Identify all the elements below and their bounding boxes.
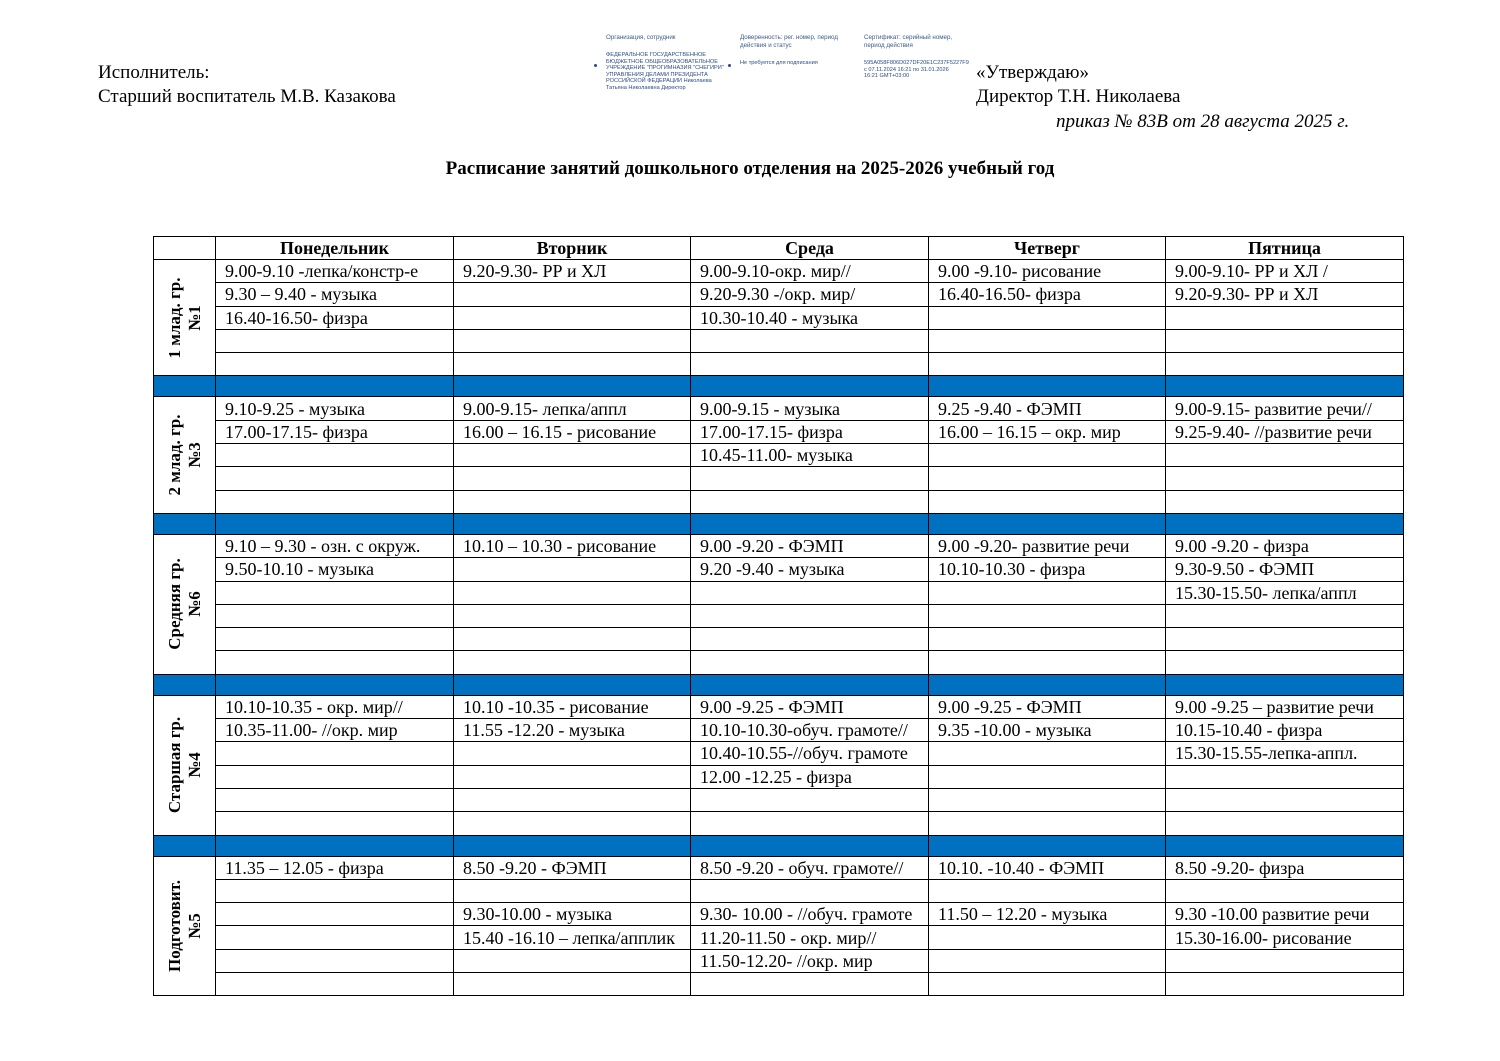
executor-name: Старший воспитатель М.В. Казакова bbox=[98, 86, 396, 107]
group-label bbox=[165, 415, 205, 496]
schedule-cell: 17.00-17.15- физра bbox=[691, 420, 929, 443]
separator-cell bbox=[1166, 376, 1404, 397]
group-separator-row bbox=[154, 674, 1404, 695]
group-name: Средняя гр. bbox=[164, 558, 184, 651]
schedule-cell: 9.20-9.30- РР и ХЛ bbox=[1166, 283, 1404, 306]
schedule-table bbox=[153, 236, 1404, 996]
table-row bbox=[154, 581, 1404, 604]
schedule-cell bbox=[691, 329, 929, 352]
schedule-cell bbox=[1166, 765, 1404, 788]
schedule-cell bbox=[216, 604, 454, 627]
schedule-cell bbox=[691, 628, 929, 651]
table-row bbox=[154, 604, 1404, 627]
schedule-cell bbox=[1166, 490, 1404, 513]
table-row bbox=[154, 444, 1404, 467]
group-number: №3 bbox=[184, 442, 204, 469]
separator-cell bbox=[691, 674, 929, 695]
schedule-cell: 9.00-9.15- развитие речи// bbox=[1166, 397, 1404, 420]
schedule-cell bbox=[691, 353, 929, 376]
schedule-cell: 9.30-10.00 - музыка bbox=[454, 903, 691, 926]
schedule-cell bbox=[216, 879, 454, 902]
schedule-cell bbox=[1166, 306, 1404, 329]
schedule-cell bbox=[216, 949, 454, 972]
schedule-cell bbox=[1166, 329, 1404, 352]
schedule-cell: 9.20-9.30- РР и ХЛ bbox=[454, 260, 691, 283]
group-name: 2 млад. гр. bbox=[164, 414, 184, 496]
signature-trust-header: Доверенность: рег. номер, период действия и статус bbox=[740, 34, 838, 49]
separator-cell bbox=[929, 376, 1166, 397]
schedule-cell bbox=[929, 651, 1166, 674]
table-row bbox=[154, 490, 1404, 513]
signature-org-header: Организация, сотрудник bbox=[606, 34, 676, 41]
schedule-cell: 15.40 -16.10 – лепка/апплик bbox=[454, 926, 691, 949]
schedule-cell bbox=[454, 949, 691, 972]
schedule-cell: 9.25 -9.40 - ФЭМП bbox=[929, 397, 1166, 420]
group-separator-row bbox=[154, 513, 1404, 534]
schedule-cell: 9.00 -9.25 - ФЭМП bbox=[691, 695, 929, 718]
signature-trust-column bbox=[740, 34, 858, 67]
schedule-cell bbox=[929, 353, 1166, 376]
schedule-cell bbox=[454, 879, 691, 902]
group-label-cell bbox=[154, 856, 216, 996]
separator-cell bbox=[154, 835, 216, 856]
schedule-cell bbox=[691, 651, 929, 674]
signature-cert-column bbox=[864, 34, 969, 80]
schedule-cell: 10.30-10.40 - музыка bbox=[691, 306, 929, 329]
group-separator-row bbox=[154, 835, 1404, 856]
separator-cell bbox=[154, 513, 216, 534]
day-header-wednesday: Среда bbox=[691, 237, 929, 260]
separator-cell bbox=[454, 376, 691, 397]
schedule-cell bbox=[929, 467, 1166, 490]
schedule-cell bbox=[929, 765, 1166, 788]
schedule-cell: 11.55 -12.20 - музыка bbox=[454, 719, 691, 742]
schedule-cell: 10.10-10.30-обуч. грамоте// bbox=[691, 719, 929, 742]
schedule-cell bbox=[929, 604, 1166, 627]
signature-cert-header: Сертификат: серийный номер, период действия bbox=[864, 34, 953, 49]
table-row bbox=[154, 628, 1404, 651]
group-label bbox=[165, 559, 205, 651]
bullet-icon bbox=[594, 64, 597, 67]
schedule-cell: 16.40-16.50- физра bbox=[929, 283, 1166, 306]
schedule-cell bbox=[1166, 812, 1404, 835]
schedule-cell bbox=[929, 490, 1166, 513]
schedule-cell: 10.10-10.30 - физра bbox=[929, 558, 1166, 581]
table-row bbox=[154, 903, 1404, 926]
schedule-cell bbox=[929, 628, 1166, 651]
separator-cell bbox=[1166, 674, 1404, 695]
schedule-cell: 10.35-11.00- //окр. мир bbox=[216, 719, 454, 742]
schedule-cell bbox=[216, 329, 454, 352]
table-row bbox=[154, 306, 1404, 329]
schedule-cell bbox=[454, 628, 691, 651]
schedule-cell: 15.30-16.00- рисование bbox=[1166, 926, 1404, 949]
schedule-cell bbox=[691, 812, 929, 835]
schedule-cell bbox=[216, 973, 454, 996]
schedule-cell: 11.50-12.20- //окр. мир bbox=[691, 949, 929, 972]
schedule-cell bbox=[929, 788, 1166, 811]
schedule-cell: 9.00-9.10-окр. мир// bbox=[691, 260, 929, 283]
schedule-cell bbox=[454, 788, 691, 811]
table-row bbox=[154, 260, 1404, 283]
document-title: Расписание занятий дошкольного отделения на 2025-2026 учебный год bbox=[445, 158, 1055, 179]
schedule-cell bbox=[216, 651, 454, 674]
schedule-cell: 9.20-9.30 -/окр. мир/ bbox=[691, 283, 929, 306]
group-name: 1 млад. гр. bbox=[164, 277, 184, 359]
schedule-cell: 10.15-10.40 - физра bbox=[1166, 719, 1404, 742]
table-row bbox=[154, 856, 1404, 879]
schedule-cell: 9.10-9.25 - музыка bbox=[216, 397, 454, 420]
signature-cert-value: 595A058F806D027DF20E1C237F5227F9 с 07.11.2024 16:21 по 31.01.2026 16:21 GMT+03:00 bbox=[864, 60, 969, 80]
schedule-cell bbox=[691, 581, 929, 604]
table-row bbox=[154, 558, 1404, 581]
schedule-cell: 10.10 – 10.30 - рисование bbox=[454, 534, 691, 557]
group-separator-row bbox=[154, 376, 1404, 397]
schedule-cell bbox=[691, 604, 929, 627]
table-row bbox=[154, 719, 1404, 742]
table-row bbox=[154, 973, 1404, 996]
group-number: №4 bbox=[184, 752, 204, 778]
schedule-cell bbox=[454, 283, 691, 306]
schedule-cell bbox=[929, 329, 1166, 352]
table-row bbox=[154, 420, 1404, 443]
schedule-cell: 17.00-17.15- физра bbox=[216, 420, 454, 443]
schedule-cell bbox=[216, 765, 454, 788]
table-row bbox=[154, 695, 1404, 718]
schedule-cell: 16.40-16.50- физра bbox=[216, 306, 454, 329]
separator-cell bbox=[216, 674, 454, 695]
schedule-cell: 9.00 -9.25 - ФЭМП bbox=[929, 695, 1166, 718]
group-label bbox=[165, 277, 205, 358]
schedule-cell: 10.10 -10.35 - рисование bbox=[454, 695, 691, 718]
separator-cell bbox=[1166, 513, 1404, 534]
schedule-cell bbox=[454, 558, 691, 581]
schedule-cell bbox=[454, 742, 691, 765]
schedule-cell: 16.00 – 16.15 - рисование bbox=[454, 420, 691, 443]
separator-cell bbox=[691, 835, 929, 856]
schedule-cell bbox=[454, 812, 691, 835]
schedule-cell bbox=[216, 581, 454, 604]
schedule-cell: 15.30-15.50- лепка/аппл bbox=[1166, 581, 1404, 604]
schedule-cell bbox=[216, 812, 454, 835]
schedule-cell: 9.00-9.10- РР и ХЛ / bbox=[1166, 260, 1404, 283]
schedule-cell: 9.20 -9.40 - музыка bbox=[691, 558, 929, 581]
schedule-cell bbox=[929, 949, 1166, 972]
schedule-cell bbox=[1166, 973, 1404, 996]
schedule-cell bbox=[454, 467, 691, 490]
schedule-cell bbox=[216, 903, 454, 926]
day-header-monday: Понедельник bbox=[216, 237, 454, 260]
schedule-cell: 9.00 -9.20- развитие речи bbox=[929, 534, 1166, 557]
table-row bbox=[154, 329, 1404, 352]
group-label bbox=[165, 880, 205, 972]
executor-block bbox=[98, 61, 396, 109]
group-number: №5 bbox=[184, 913, 204, 939]
schedule-cell bbox=[216, 353, 454, 376]
table-row bbox=[154, 651, 1404, 674]
schedule-cell bbox=[454, 604, 691, 627]
day-header-friday: Пятница bbox=[1166, 237, 1404, 260]
schedule-cell: 8.50 -9.20 - ФЭМП bbox=[454, 856, 691, 879]
schedule-cell bbox=[1166, 949, 1404, 972]
schedule-cell bbox=[691, 879, 929, 902]
separator-cell bbox=[691, 376, 929, 397]
schedule-cell bbox=[454, 306, 691, 329]
schedule-cell: 9.30 -10.00 развитие речи bbox=[1166, 903, 1404, 926]
separator-cell bbox=[929, 835, 1166, 856]
schedule-cell: 15.30-15.55-лепка-аппл. bbox=[1166, 742, 1404, 765]
schedule-cell bbox=[216, 926, 454, 949]
schedule-cell bbox=[691, 490, 929, 513]
schedule-cell bbox=[216, 628, 454, 651]
table-row bbox=[154, 812, 1404, 835]
table-row bbox=[154, 788, 1404, 811]
schedule-cell: 8.50 -9.20 - обуч. грамоте// bbox=[691, 856, 929, 879]
schedule-cell bbox=[929, 581, 1166, 604]
group-name: Подготовит. bbox=[164, 879, 184, 972]
group-label-cell bbox=[154, 534, 216, 674]
separator-cell bbox=[216, 513, 454, 534]
table-row bbox=[154, 926, 1404, 949]
signature-org-value: ФЕДЕРАЛЬНОЕ ГОСУДАРСТВЕННОЕ БЮДЖЕТНОЕ ОБЩЕОБРАЗОВАТЕЛЬНОЕ УЧРЕЖДЕНИЕ "ПРОГИМНАЗИЯ "СНЕГИРИ" УПРАВЛЕНИЯ ДЕЛАМИ ПРЕЗИДЕНТА РОССИЙСКОЙ ФЕДЕРАЦИИ Николаева Татьяна Николаевна Директор bbox=[606, 52, 724, 91]
schedule-cell bbox=[454, 973, 691, 996]
schedule-cell bbox=[929, 742, 1166, 765]
schedule-cell: 8.50 -9.20- физра bbox=[1166, 856, 1404, 879]
schedule-cell bbox=[454, 651, 691, 674]
schedule-cell: 10.10. -10.40 - ФЭМП bbox=[929, 856, 1166, 879]
table-row bbox=[154, 742, 1404, 765]
schedule-cell bbox=[454, 353, 691, 376]
schedule-cell bbox=[1166, 879, 1404, 902]
schedule-cell bbox=[691, 973, 929, 996]
table-row bbox=[154, 353, 1404, 376]
order-reference: приказ № 83В от 28 августа 2025 г. bbox=[1056, 111, 1350, 132]
schedule-cell: 10.45-11.00- музыка bbox=[691, 444, 929, 467]
electronic-signature-stamp bbox=[594, 34, 969, 134]
table-row bbox=[154, 397, 1404, 420]
schedule-cell: 11.50 – 12.20 - музыка bbox=[929, 903, 1166, 926]
schedule-cell bbox=[691, 467, 929, 490]
separator-cell bbox=[216, 835, 454, 856]
schedule-cell: 9.30 – 9.40 - музыка bbox=[216, 283, 454, 306]
schedule-cell: 9.25-9.40- //развитие речи bbox=[1166, 420, 1404, 443]
separator-cell bbox=[454, 674, 691, 695]
group-label-cell bbox=[154, 695, 216, 835]
separator-cell bbox=[929, 513, 1166, 534]
group-number: №1 bbox=[184, 304, 204, 331]
schedule-cell bbox=[929, 444, 1166, 467]
schedule-cell: 9.00 -9.20 - физра bbox=[1166, 534, 1404, 557]
schedule-cell bbox=[929, 812, 1166, 835]
separator-cell bbox=[154, 376, 216, 397]
group-header-cell bbox=[154, 237, 216, 260]
executor-label: Исполнитель: bbox=[98, 62, 210, 83]
table-row bbox=[154, 534, 1404, 557]
schedule-cell: 9.00 -9.25 – развитие речи bbox=[1166, 695, 1404, 718]
signature-trust-value: Не требуется для подписания bbox=[740, 60, 818, 66]
separator-cell bbox=[691, 513, 929, 534]
schedule-body bbox=[154, 260, 1404, 996]
table-row bbox=[154, 949, 1404, 972]
schedule-cell bbox=[929, 306, 1166, 329]
table-row bbox=[154, 467, 1404, 490]
schedule-cell bbox=[454, 765, 691, 788]
table-row bbox=[154, 283, 1404, 306]
schedule-cell: 9.30- 10.00 - //обуч. грамоте bbox=[691, 903, 929, 926]
schedule-cell: 10.10-10.35 - окр. мир// bbox=[216, 695, 454, 718]
table-row bbox=[154, 879, 1404, 902]
schedule-cell bbox=[216, 490, 454, 513]
schedule-cell bbox=[454, 581, 691, 604]
schedule-cell bbox=[454, 490, 691, 513]
schedule-cell: 9.00-9.10 -лепка/констр-е bbox=[216, 260, 454, 283]
schedule-cell bbox=[1166, 353, 1404, 376]
schedule-cell: 12.00 -12.25 - физра bbox=[691, 765, 929, 788]
schedule-cell bbox=[454, 444, 691, 467]
schedule-cell bbox=[1166, 604, 1404, 627]
group-label-cell bbox=[154, 397, 216, 513]
schedule-header-row bbox=[154, 237, 1404, 260]
schedule-cell: 11.35 – 12.05 - физра bbox=[216, 856, 454, 879]
schedule-cell: 9.30-9.50 - ФЭМП bbox=[1166, 558, 1404, 581]
group-name: Старшая гр. bbox=[164, 716, 184, 814]
schedule-cell: 9.50-10.10 - музыка bbox=[216, 558, 454, 581]
schedule-cell: 11.20-11.50 - окр. мир// bbox=[691, 926, 929, 949]
schedule-cell bbox=[1166, 444, 1404, 467]
signature-org-column bbox=[606, 34, 734, 92]
day-header-thursday: Четверг bbox=[929, 237, 1166, 260]
group-label-cell bbox=[154, 260, 216, 376]
separator-cell bbox=[216, 376, 454, 397]
approval-block bbox=[976, 61, 1180, 109]
schedule-cell: 9.00 -9.20 - ФЭМП bbox=[691, 534, 929, 557]
schedule-cell: 9.00-9.15 - музыка bbox=[691, 397, 929, 420]
schedule-cell bbox=[929, 973, 1166, 996]
schedule-cell bbox=[216, 742, 454, 765]
group-label bbox=[165, 717, 205, 813]
schedule-cell bbox=[216, 444, 454, 467]
day-header-tuesday: Вторник bbox=[454, 237, 691, 260]
schedule-cell bbox=[216, 467, 454, 490]
schedule-cell: 9.00-9.15- лепка/аппл bbox=[454, 397, 691, 420]
group-number: №6 bbox=[184, 591, 204, 618]
separator-cell bbox=[454, 513, 691, 534]
approval-label: «Утверждаю» bbox=[976, 62, 1089, 83]
schedule-cell bbox=[1166, 628, 1404, 651]
schedule-cell bbox=[929, 926, 1166, 949]
schedule-cell bbox=[691, 788, 929, 811]
schedule-cell bbox=[1166, 467, 1404, 490]
separator-cell bbox=[1166, 835, 1404, 856]
schedule-cell bbox=[1166, 788, 1404, 811]
schedule-cell bbox=[929, 879, 1166, 902]
separator-cell bbox=[454, 835, 691, 856]
table-row bbox=[154, 765, 1404, 788]
schedule-cell: 9.10 – 9.30 - озн. с окруж. bbox=[216, 534, 454, 557]
schedule-cell bbox=[454, 329, 691, 352]
schedule-cell bbox=[1166, 651, 1404, 674]
separator-cell bbox=[154, 674, 216, 695]
director-name: Директор Т.Н. Николаева bbox=[976, 86, 1181, 107]
schedule-cell: 9.00 -9.10- рисование bbox=[929, 260, 1166, 283]
separator-cell bbox=[929, 674, 1166, 695]
schedule-cell: 9.35 -10.00 - музыка bbox=[929, 719, 1166, 742]
schedule-cell: 10.40-10.55-//обуч. грамоте bbox=[691, 742, 929, 765]
schedule-cell bbox=[216, 788, 454, 811]
schedule-cell: 16.00 – 16.15 – окр. мир bbox=[929, 420, 1166, 443]
